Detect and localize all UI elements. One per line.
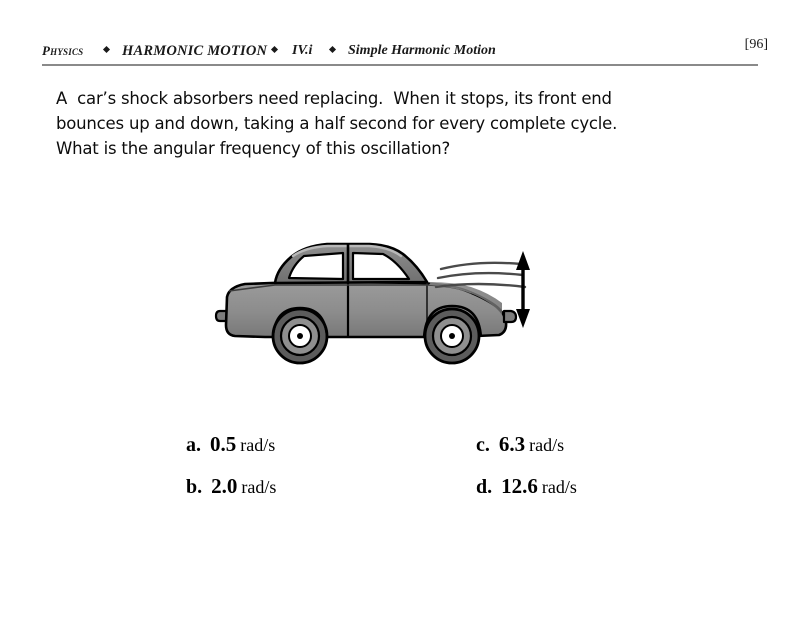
diamond-bullet-icon [329,46,336,53]
option-c-unit: rad/s [529,435,565,455]
front-bumper [504,311,516,322]
option-b[interactable] [186,474,276,499]
option-a-letter: a. [186,434,201,456]
answer-options [186,432,746,516]
page-header [0,37,800,63]
option-row [186,474,746,516]
option-b-unit: rad/s [241,477,277,497]
option-d-value: 12.6 [501,474,538,498]
option-row [186,432,746,474]
rear-wheel [273,309,327,363]
diamond-bullet-icon [271,46,278,53]
page-number: [96] [744,37,768,52]
question-text [56,86,768,161]
option-c-letter: c. [476,434,490,456]
header-topic: Simple Harmonic Motion [348,43,496,58]
option-d-unit: rad/s [541,477,577,497]
question-line-1: A car’s shock absorbers need replacing. When it stops, its front end [56,89,612,108]
option-b-value: 2.0 [211,474,238,498]
option-a-unit: rad/s [240,435,276,455]
header-section: IV.i [292,43,313,58]
option-c[interactable] [476,432,564,457]
option-b-letter: b. [186,476,203,498]
header-divider [42,64,758,66]
option-a[interactable] [186,432,275,457]
header-unit: HARMONIC MOTION [122,43,268,59]
option-d[interactable] [476,474,577,499]
car-illustration [205,225,565,375]
option-c-value: 6.3 [498,432,526,456]
option-d-letter: d. [476,476,493,498]
option-a-value: 0.5 [210,432,237,456]
diamond-bullet-icon [103,46,110,53]
front-wheel [425,309,479,363]
header-subject: Physics [42,43,84,58]
bouncing-car-diagram [205,225,565,375]
question-line-3: What is the angular frequency of this oscillation? [56,139,451,158]
question-line-2: bounces up and down, taking a half second for every complete cycle. [56,114,618,133]
